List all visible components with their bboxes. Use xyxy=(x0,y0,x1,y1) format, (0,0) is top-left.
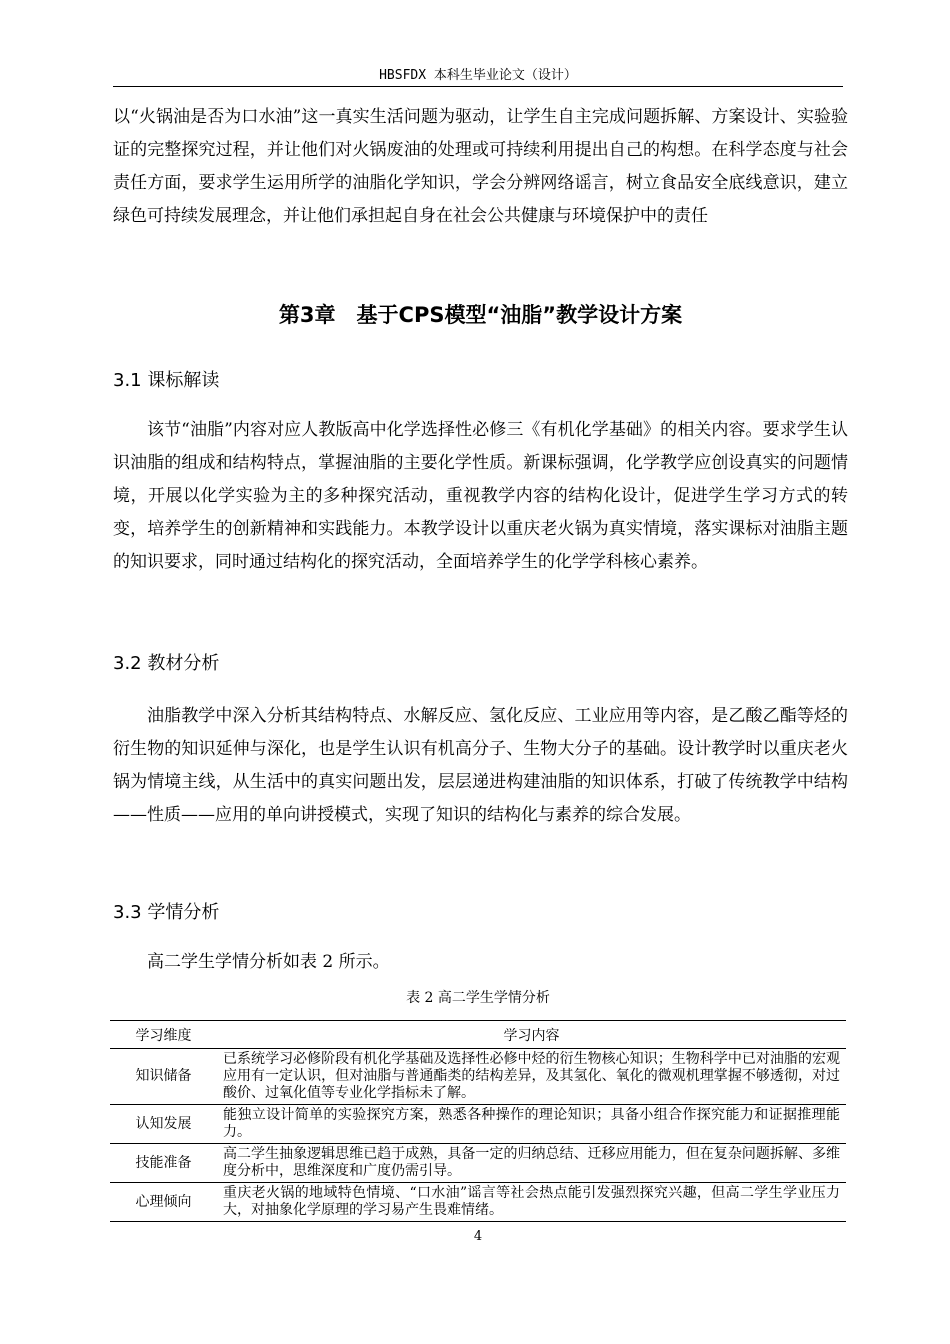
table-row xyxy=(110,1183,846,1222)
table-cell-content: 高二学生抽象逻辑思维已趋于成熟，具备一定的归纳总结、迁移应用能力，但在复杂问题拆解、多维度分析中，思维深度和广度仍需引导。 xyxy=(217,1144,846,1183)
intro-paragraph: 以“火锅油是否为口水油”这一真实生活问题为驱动，让学生自主完成问题拆解、方案设计、实验验证的完整探究过程，并让他们对火锅废油的处理或可持续利用提出自己的构想。在科学态度与社会责任方面，要求学生运用所学的油脂化学知识，学会分辨网络谣言，树立食品安全底线意识，建立绿色可持续发展理念，并让他们承担起自身在社会公共健康与环境保护中的责任 xyxy=(113,107,848,226)
table-cell-dimension: 认知发展 xyxy=(110,1105,217,1144)
table-row xyxy=(110,1105,846,1144)
section-title-3-2: 3.2 教材分析 xyxy=(113,653,220,674)
section-paragraph-3-1: 该节“油脂”内容对应人教版高中化学选择性必修三《有机化学基础》的相关内容。要求学生认识油脂的组成和结构特点，掌握油脂的主要化学性质。新课标强调，化学教学应创设真实的问题情境，开展以化学实验为主的多种探究活动，重视教学内容的结构化设计，促进学生学习方式的转变，培养学生的创新精神和实践能力。本教学设计以重庆老火锅为真实情境，落实课标对油脂主题的知识要求，同时通过结构化的探究活动，全面培养学生的化学学科核心素养。 xyxy=(113,420,848,572)
section-paragraph-3-3: 高二学生学情分析如表 2 所示。 xyxy=(147,952,390,972)
section-title-3-3: 3.3 学情分析 xyxy=(113,902,220,923)
table-row xyxy=(110,1144,846,1183)
table-row xyxy=(110,1049,846,1105)
table-header-content: 学习内容 xyxy=(217,1021,846,1049)
table-cell-content: 已系统学习必修阶段有机化学基础及选择性必修中烃的衍生物核心知识；生物科学中已对油脂的宏观应用有一定认识，但对油脂与普通酯类的结构差异，及其氢化、氧化的微观机理掌握不够透彻，对过酸价、过氧化值等专业化学指标未了解。 xyxy=(217,1049,846,1105)
section-title-3-1: 3.1 课标解读 xyxy=(113,370,220,391)
section-paragraph-3-2: 油脂教学中深入分析其结构特点、水解反应、氢化反应、工业应用等内容，是乙酸乙酯等烃的衍生物的知识延伸与深化，也是学生认识有机高分子、生物大分子的基础。设计教学时以重庆老火锅为情境主线，从生活中的真实问题出发，层层递进构建油脂的知识体系，打破了传统教学中结构——性质——应用的单向讲授模式，实现了知识的结构化与素养的综合发展。 xyxy=(113,706,848,825)
table-cell-dimension: 心理倾向 xyxy=(110,1183,217,1222)
table-cell-content: 能独立设计简单的实验探究方案，熟悉各种操作的理论知识；具备小组合作探究能力和证据推理能力。 xyxy=(217,1105,846,1144)
table-cell-dimension: 技能准备 xyxy=(110,1144,217,1183)
learning-analysis-table xyxy=(110,1020,846,1222)
table-cell-dimension: 知识储备 xyxy=(110,1049,217,1105)
chapter-title: 第3章 基于CPS模型“油脂”教学设计方案 xyxy=(278,303,683,327)
table-header-dimension: 学习维度 xyxy=(110,1021,217,1049)
table-header-row xyxy=(110,1021,846,1049)
table-caption: 表 2 高二学生学情分析 xyxy=(406,990,550,1006)
table-cell-content: 重庆老火锅的地域特色情境、“口水油”谣言等社会热点能引发强烈探究兴趣，但高二学生学业压力大，对抽象化学原理的学习易产生畏难情绪。 xyxy=(217,1183,846,1222)
running-header: HBSFDX 本科生毕业论文（设计） xyxy=(113,66,843,87)
page-number: 4 xyxy=(473,1229,483,1244)
